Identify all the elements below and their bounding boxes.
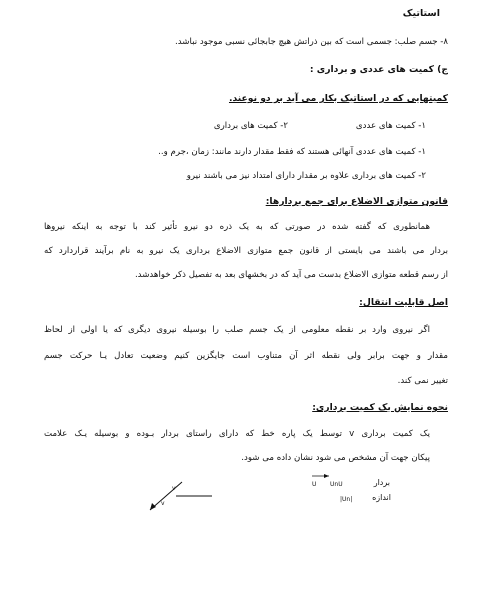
unit-vector-symbol-expanded: UnU: [330, 481, 343, 488]
parallelogram-paragraph-line2: بردار می باشند می بایستی از قانون جمع متوازی الاضلاع برداری یک نیرو به نام برآیند قراردارد که: [44, 246, 448, 256]
parallelogram-paragraph-line1: همانطوری که گفته شده در صورتی که به یک ذره دو نیرو تأثیر کند با توجه به اینکه نیروها: [44, 222, 430, 232]
oblique-vector-arrowhead: [150, 503, 156, 510]
transmissibility-paragraph-line2: مقدار و جهت برابر ولی نقطه اثر آن متناوب است جایگزین کنیم وضعیت تعادل یـا حرکت جسم: [44, 351, 448, 361]
small-vector-arrowhead: [324, 474, 329, 478]
vector-definition: ۲- کمیت های برداری علاوه بر مقدار دارای امتداد نیز می باشند نیرو: [186, 171, 426, 181]
transmissibility-paragraph-line1: اگر نیروی وارد بر نقطه معلومی از یک جسم صلب را بوسیله نیروی دیگری که یا اولی از لحاظ: [44, 325, 430, 335]
page-header-title: استاتیک: [402, 8, 440, 19]
magnitude-symbol: |Un|: [340, 496, 353, 503]
parallelogram-paragraph-line3: از رسم قطعه متوازی الاضلاع بدست می آید که در بخشهای بعد به تفصیل ذکر خواهدشد.: [134, 270, 448, 280]
transmissibility-paragraph-line3: تغییر نمی کند.: [397, 376, 448, 386]
magnitude-word-label: اندازه: [372, 493, 391, 502]
vector-word-label: بردار: [373, 478, 390, 487]
unit-vector-symbol: U: [312, 481, 317, 488]
oblique-vector-label: v: [172, 485, 176, 492]
section-c-heading: ج) کمیت های عددی و برداری :: [309, 64, 448, 75]
static-quantities-heading: کمیتهایی که در استاتیک بکار می آید بر دو نوعند.: [228, 93, 448, 104]
vector-display-paragraph-line1: یک کمیت برداری v توسط یک پاره خط که دارای راستای بردار بـوده و بوسیله یـک علامت: [44, 429, 430, 439]
vector-display-heading: نحوه نمایش یک کمیت برداری:: [312, 402, 448, 413]
item-scalar: ۱- کمیت های عددی: [355, 121, 426, 131]
oblique-vector-label-lower: v: [161, 500, 165, 507]
transmissibility-heading: اصل قابلیت انتقال:: [359, 297, 448, 308]
item-vector: ۲- کمیت های برداری: [213, 121, 288, 131]
rigid-body-definition: ۸- جسم صلب: جسمی است که بین ذراتش هیچ جابجائی نسبی موجود نباشد.: [175, 37, 448, 47]
scalar-definition: ۱- کمیت های عددی آنهائی هستند که فقط مقدار دارند مانند: زمان ،جرم و..: [158, 147, 426, 157]
vector-display-paragraph-line2: پیکان جهت آن مشخص می شود نشان داده می شود.: [241, 453, 430, 463]
parallelogram-heading: قانون متوازی الاضلاع برای جمع بردارها:: [265, 196, 448, 207]
